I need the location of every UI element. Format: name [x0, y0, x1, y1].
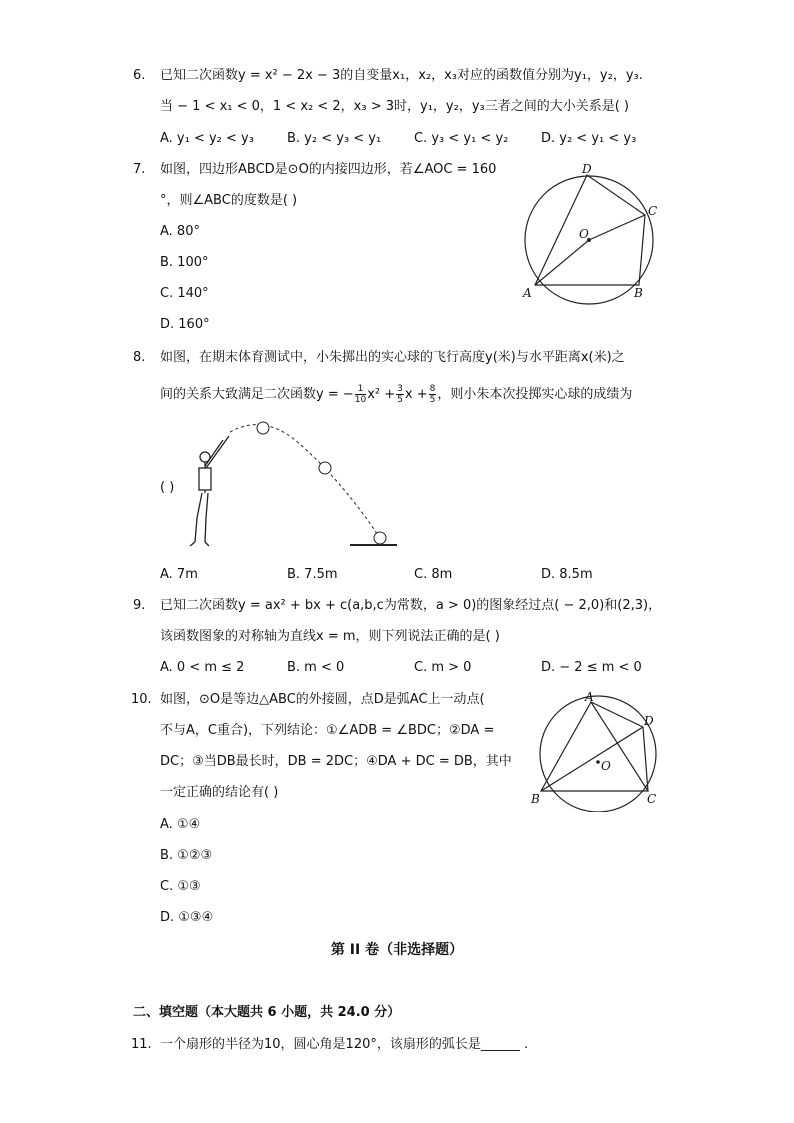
q8-answer-blank: ( ) — [160, 480, 175, 495]
q8-option-a: A. 7m — [160, 567, 198, 582]
q7-radius-oa — [535, 240, 589, 285]
q8-trajectory — [230, 425, 380, 538]
section2-title: 二、填空题（本大题共 6 小题，共 24.0 分） — [133, 1005, 401, 1020]
q7-label-c: C — [648, 204, 658, 218]
q8-number: 8. — [133, 350, 146, 365]
q10-line-2: 不与A，C重合)，下列结论：①∠ADB = ∠BDC；②DA = — [160, 723, 495, 738]
q6-number: 6. — [133, 68, 146, 83]
q9-option-a: A. 0 < m ≤ 2 — [160, 660, 245, 675]
q7-option-a: A. 80° — [160, 224, 200, 239]
q10-label-d: D — [644, 714, 654, 728]
q9-option-b: B. m < 0 — [287, 660, 345, 675]
q10-option-c: C. ①③ — [160, 879, 201, 894]
q9-option-d: D. − 2 ≤ m < 0 — [541, 660, 642, 675]
q10-circle-figure — [528, 692, 668, 812]
q7-line-1: 如图，四边形ABCD是⊙O的内接四边形，若∠AOC = 160 — [160, 162, 497, 177]
q8-shot-put-figure — [185, 418, 400, 553]
q8-athlete — [190, 436, 229, 546]
q10-label-b: B — [531, 792, 540, 806]
q8-ball-middle — [319, 462, 331, 474]
q7-option-b: B. 100° — [160, 255, 209, 270]
q8-line-2-a: x² + — [367, 387, 396, 402]
q7-quadrilateral — [535, 175, 645, 285]
q9-line-1: 已知二次函数y = ax² + bx + c(a,b,c为常数，a > 0)的图象经过点( − 2,0)和(2,3)， — [160, 598, 662, 613]
q10-center-dot — [596, 760, 600, 764]
q8-ball-ground — [374, 532, 386, 544]
q8-fraction-2: $\frac{3}{5}$ — [397, 384, 403, 405]
q6-option-a: A. y₁ < y₂ < y₃ — [160, 131, 254, 146]
q11-number: 11. — [131, 1037, 152, 1052]
q6-option-c: C. y₃ < y₁ < y₂ — [414, 131, 509, 146]
q7-circle-figure — [515, 160, 675, 305]
q10-line-3: DC；③当DB最长时，DB = 2DC；④DA + DC = DB，其中 — [160, 754, 512, 769]
q9-number: 9. — [133, 598, 146, 613]
part2-title: 第 II 卷（非选择题） — [330, 942, 464, 958]
q7-label-a: A — [523, 286, 532, 300]
q7-label-b: B — [634, 286, 643, 300]
q6-option-b: B. y₂ < y₃ < y₁ — [287, 131, 382, 146]
q8-line-2 — [160, 381, 632, 409]
q7-label-d: D — [582, 162, 592, 176]
q6-line-2: 当 − 1 < x₁ < 0，1 < x₂ < 2，x₃ > 3时，y₁，y₂，y₃三者之间的大小关系是( ) — [160, 99, 630, 114]
q10-label-c: C — [647, 792, 657, 806]
q8-fraction-1: $\frac{1}{10}$ — [354, 384, 367, 405]
q6-line-1: 已知二次函数y = x² − 2x − 3的自变量x₁，x₂，x₃对应的函数值分别为y₁，y₂，y₃. — [160, 68, 643, 83]
q7-radius-oc — [589, 215, 645, 240]
q7-option-d: D. 160° — [160, 317, 210, 332]
q8-ball-top — [257, 422, 269, 434]
q9-option-c: C. m > 0 — [414, 660, 472, 675]
q7-option-c: C. 140° — [160, 286, 209, 301]
q10-option-b: B. ①②③ — [160, 848, 213, 863]
q8-line-2-post: ，则小朱本次投掷实心球的成绩为 — [437, 387, 633, 402]
q8-fraction-3: $\frac{8}{5}$ — [429, 384, 436, 405]
q10-line-4: 一定正确的结论有( ) — [160, 785, 279, 800]
q6-option-d: D. y₂ < y₁ < y₃ — [541, 131, 637, 146]
q11-text: 一个扇形的半径为10，圆心角是120°，该扇形的弧长是______ . — [160, 1037, 529, 1052]
q10-label-o: O — [601, 759, 611, 773]
q7-line-2: °，则∠ABC的度数是( ) — [160, 193, 298, 208]
q8-option-c: C. 8m — [414, 567, 453, 582]
q8-option-b: B. 7.5m — [287, 567, 338, 582]
q10-segment-dc — [643, 727, 648, 791]
q10-line-1: 如图，⊙O是等边△ABC的外接圆，点D是弧AC上一动点( — [160, 692, 485, 707]
q8-line-2-pre: 间的关系大致满足二次函数y = − — [160, 387, 354, 402]
q10-number: 10. — [131, 692, 152, 707]
q8-line-2-b: x + — [404, 387, 428, 402]
q8-option-d: D. 8.5m — [541, 567, 593, 582]
q10-option-a: A. ①④ — [160, 817, 201, 832]
q10-triangle-abc — [541, 702, 648, 791]
q9-line-2: 该函数图象的对称轴为直线x = m，则下列说法正确的是( ) — [160, 629, 500, 644]
q10-label-a: A — [585, 692, 594, 704]
q7-label-o: O — [579, 227, 589, 241]
q7-number: 7. — [133, 162, 146, 177]
q10-option-d: D. ①③④ — [160, 910, 214, 925]
q8-line-1: 如图，在期末体育测试中，小朱掷出的实心球的飞行高度y(米)与水平距离x(米)之 — [160, 350, 625, 365]
